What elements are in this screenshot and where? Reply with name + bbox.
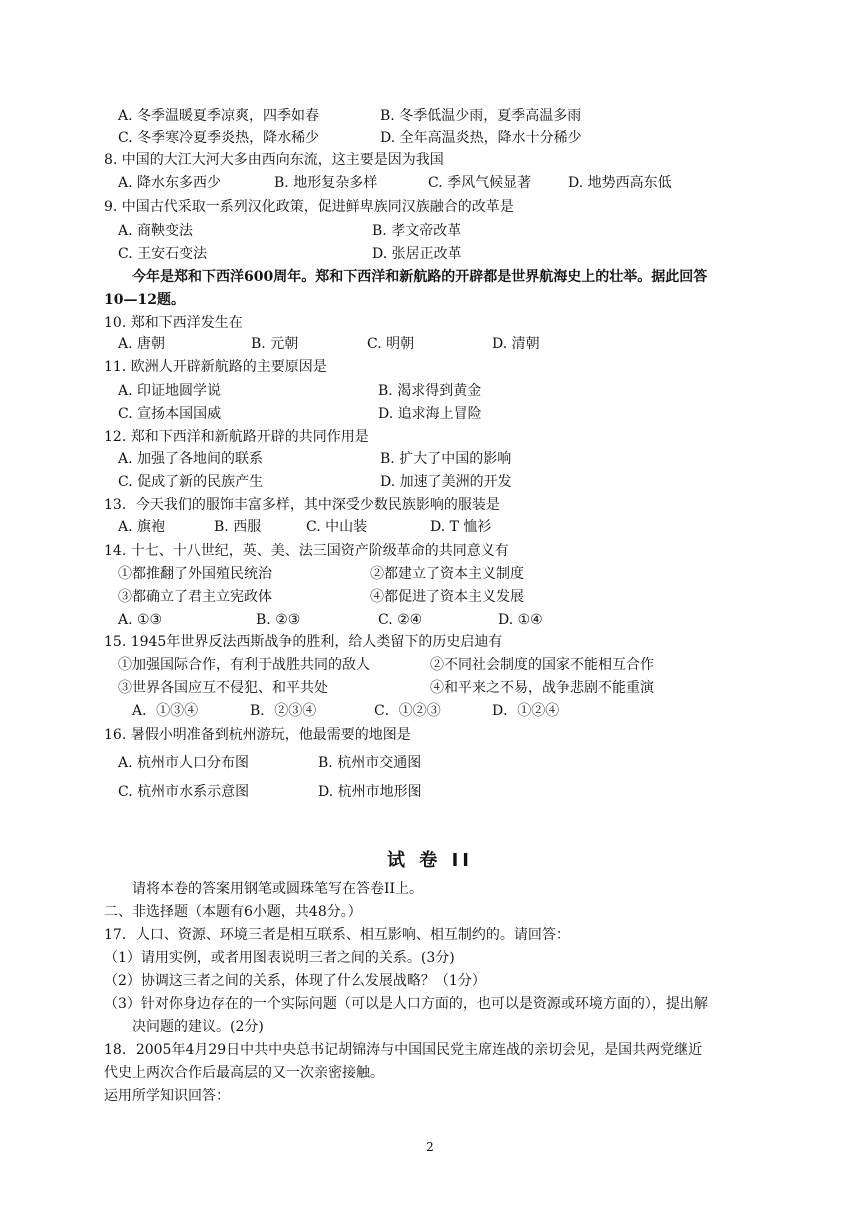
q14-option-b: B. ②③ [256, 612, 301, 628]
q16-stem: 16. 暑假小明准备到杭州游玩，他最需要的地图是 [104, 727, 411, 743]
q9-option-d: D. 张居正改革 [372, 246, 462, 262]
intro-10-12-line1: 今年是郑和下西洋600周年。郑和下西洋和新航路的开辟都是世界航海史上的壮举。据此回答 [132, 269, 708, 285]
q13-stem: 13．今天我们的服饰丰富多样，其中深受少数民族影响的服装是 [104, 497, 500, 513]
q10-option-a: A. 唐朝 [118, 336, 166, 352]
q11-option-b: B. 渴求得到黄金 [378, 383, 482, 399]
q11-option-c: C. 宣扬本国国威 [118, 406, 222, 422]
q18-line3: 运用所学知识回答： [104, 1088, 230, 1104]
q13-option-b: B. 西服 [214, 519, 262, 535]
q9-option-b: B. 孝文帝改革 [372, 223, 462, 239]
q9-option-c: C. 王安石变法 [118, 246, 208, 262]
q15-option-b: B．②③④ [250, 703, 317, 719]
q14-statement-3: ③都确立了君主立宪政体 [118, 589, 272, 605]
q12-option-b: B. 扩大了中国的影响 [380, 451, 512, 467]
q18-line1: 18．2005年4月29日中共中央总书记胡锦涛与中国国民党主席连战的亲切会见，是国共两党继近 [104, 1042, 703, 1058]
q10-stem: 10. 郑和下西洋发生在 [104, 315, 243, 331]
q15-option-c: C．①②③ [374, 703, 441, 719]
q7-option-d: D. 全年高温炎热，降水十分稀少 [380, 130, 582, 146]
q8-stem: 8. 中国的大江大河大多由西向东流，这主要是因为我国 [104, 152, 444, 168]
q17-part-2: （2）协调这三者之间的关系，体现了什么发展战略？（1分） [104, 973, 486, 989]
q17-stem: 17．人口、资源、环境三者是相互联系、相互影响、相互制约的。请回答： [104, 927, 570, 943]
q7-option-a: A. 冬季温暖夏季凉爽，四季如春 [118, 108, 320, 124]
q8-option-a: A. 降水东多西少 [118, 175, 222, 191]
page-number: 2 [426, 1140, 434, 1154]
q8-option-b: B. 地形复杂多样 [274, 175, 378, 191]
q12-option-a: A. 加强了各地间的联系 [118, 451, 264, 467]
q14-statement-1: ①都推翻了外国殖民统治 [118, 566, 272, 582]
q14-option-a: A. ①③ [118, 612, 163, 628]
q14-stem: 14. 十七、十八世纪，英、美、法三国资产阶级革命的共同意义有 [104, 543, 509, 559]
q10-option-b: B. 元朝 [251, 336, 299, 352]
q15-statement-2: ②不同社会制度的国家不能相互合作 [430, 657, 654, 673]
q15-statement-1: ①加强国际合作，有利于战胜共同的敌人 [118, 657, 370, 673]
q14-option-d: D. ①④ [498, 612, 543, 628]
q14-statement-4: ④都促进了资本主义发展 [370, 589, 524, 605]
q13-option-d: D. T 恤衫 [430, 519, 492, 535]
q11-option-d: D. 追求海上冒险 [378, 406, 482, 422]
q13-option-a: A. 旗袍 [118, 519, 166, 535]
q12-option-d: D. 加速了美洲的开发 [380, 474, 512, 490]
part2-instruction: 请将本卷的答案用钢笔或圆珠笔写在答卷II上。 [132, 881, 424, 897]
q17-part-3-line2: 决问题的建议。(2分) [132, 1019, 264, 1035]
q15-stem: 15. 1945年世界反法西斯战争的胜利，给人类留下的历史启迪有 [104, 634, 503, 650]
intro-10-12-line2: 10—12题。 [104, 292, 185, 308]
q18-line2: 代史上两次合作后最高层的又一次亲密接触。 [104, 1065, 384, 1081]
q16-option-c: C. 杭州市水系示意图 [118, 784, 250, 800]
q12-option-c: C. 促成了新的民族产生 [118, 474, 264, 490]
q11-option-a: A. 印证地圆学说 [118, 383, 222, 399]
q11-stem: 11. 欧洲人开辟新航路的主要原因是 [104, 359, 327, 375]
q7-option-c: C. 冬季寒冷夏季炎热，降水稀少 [118, 130, 320, 146]
q16-option-a: A. 杭州市人口分布图 [118, 755, 250, 771]
q15-option-a: A．①③④ [132, 703, 199, 719]
q17-part-1: （1）请用实例，或者用图表说明三者之间的关系。(3分) [104, 950, 455, 966]
q10-option-d: D. 清朝 [492, 336, 540, 352]
q15-option-d: D．①②④ [492, 703, 560, 719]
q14-option-c: C. ②④ [378, 612, 423, 628]
q8-option-d: D. 地势西高东低 [568, 175, 672, 191]
q13-option-c: C. 中山装 [306, 519, 368, 535]
q9-option-a: A. 商鞅变法 [118, 223, 194, 239]
q14-statement-2: ②都建立了资本主义制度 [370, 566, 524, 582]
part2-title: 试 卷 II [387, 850, 473, 871]
q17-part-3-line1: （3）针对你身边存在的一个实际问题（可以是人口方面的，也可以是资源或环境方面的），提出解 [104, 996, 708, 1012]
q8-option-c: C. 季风气候显著 [428, 175, 532, 191]
q9-stem: 9. 中国古代采取一系列汉化政策，促进鲜卑族同汉族融合的改革是 [104, 199, 514, 215]
q12-stem: 12. 郑和下西洋和新航路开辟的共同作用是 [104, 429, 369, 445]
q15-statement-4: ④和平来之不易，战争悲剧不能重演 [430, 680, 654, 696]
q10-option-c: C. 明朝 [367, 336, 415, 352]
q7-option-b: B. 冬季低温少雨，夏季高温多雨 [380, 108, 582, 124]
section-heading: 二、非选择题（本题有6小题，共48分。） [104, 904, 362, 920]
q15-statement-3: ③世界各国应互不侵犯、和平共处 [118, 680, 328, 696]
q16-option-b: B. 杭州市交通图 [318, 755, 422, 771]
q16-option-d: D. 杭州市地形图 [318, 784, 422, 800]
